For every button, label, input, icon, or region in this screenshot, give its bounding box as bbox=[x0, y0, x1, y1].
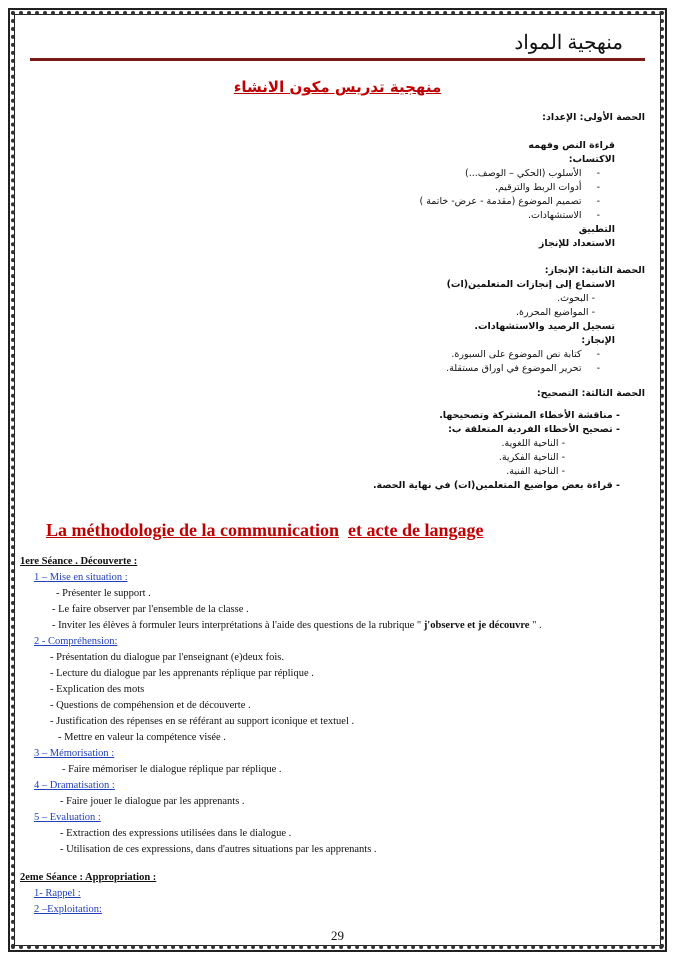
session2-achievement: الإنجاز: bbox=[581, 335, 615, 346]
session3-read: - قراءة بعض مواضيع المتعلمين(ات) في نهاية الحصة. bbox=[372, 480, 620, 491]
session1-application: التطبيق bbox=[578, 224, 615, 235]
session2-achievement-text: تحرير الموضوع في اوراق مستقلة. bbox=[446, 363, 582, 374]
s1-comp-item: - Présentation du dialogue par l'enseignant (e)deux fois. bbox=[50, 652, 284, 663]
s1-mise-item: - Le faire observer par l'ensemble de la classe . bbox=[52, 604, 249, 615]
session3-aspect: - الناحية اللغوية. bbox=[501, 438, 565, 449]
session2-achievement-item: - كتابة نص الموضوع على السبورة. bbox=[451, 349, 600, 360]
seance2-heading: 2eme Séance : Appropriation : bbox=[20, 872, 157, 883]
session1-item: - أدوات الربط والترقيم. bbox=[494, 182, 600, 193]
page-number: 29 bbox=[331, 928, 344, 943]
session3-aspect: - الناحية الفكرية. bbox=[498, 452, 565, 463]
session2-listen: الاستماع إلى إنجازات المتعلمين(ات) bbox=[446, 279, 615, 290]
session3-discuss: - مناقشة الأخطاء المشتركة وتصحيحها. bbox=[439, 410, 620, 421]
session1-item-text: الأسلوب (الحكي – الوصف...) bbox=[465, 168, 582, 179]
s1-eval-item: - Extraction des expressions utilisées dans le dialogue . bbox=[60, 828, 292, 839]
s1-dramatisation: 4 – Dramatisation : bbox=[34, 780, 115, 791]
session1-item-text: الاستشهادات. bbox=[528, 210, 582, 221]
s1-comp-item: - Explication des mots bbox=[50, 684, 145, 695]
s1-comp-item: - Justification des répenses en se référant au support iconique et textuel . bbox=[50, 716, 355, 727]
s1-memo-item: - Faire mémoriser le dialogue réplique par réplique . bbox=[62, 764, 282, 775]
session2-listen-item: - المواضيع المحررة. bbox=[515, 307, 595, 318]
s1-invite-text: - Inviter les élèves à formuler leurs interprétations à l'aide des questions de la rubrique " bbox=[52, 620, 422, 631]
s1-mise-item: - Présenter le support . bbox=[56, 588, 151, 599]
s1-invite-end: " . bbox=[532, 620, 542, 631]
session2-achievement-text: كتابة نص الموضوع على السبورة. bbox=[451, 349, 582, 360]
arabic-section-title: منهجية تدريس مكون الانشاء bbox=[233, 78, 442, 96]
s1-comp-item: - Lecture du dialogue par les apprenants réplique par réplique . bbox=[50, 668, 314, 679]
s1-mise-en-situation: 1 – Mise en situation : bbox=[34, 572, 128, 583]
header-title: منهجية المواد bbox=[514, 32, 623, 54]
session1-item-text: تصميم الموضوع (مقدمة - عرض- خاتمة ) bbox=[419, 196, 582, 207]
s1-drama-item: - Faire jouer le dialogue par les apprenants . bbox=[60, 796, 245, 807]
session1-item: - الاستشهادات. bbox=[528, 210, 600, 221]
session1-item-text: أدوات الربط والترقيم. bbox=[494, 182, 582, 193]
session1-prepare: الاستعداد للإنجاز bbox=[538, 238, 615, 249]
session1-item: - تصميم الموضوع (مقدمة - عرض- خاتمة ) bbox=[419, 196, 600, 207]
session2-achievement-item: - تحرير الموضوع في اوراق مستقلة. bbox=[446, 363, 600, 374]
s2-exploitation: 2 –Exploitation: bbox=[34, 904, 102, 915]
session3-heading: الحصة الثالثة: التصحيح: bbox=[536, 388, 645, 399]
s2-rappel: 1- Rappel : bbox=[34, 888, 81, 899]
s1-evaluation: 5 – Evaluation : bbox=[34, 812, 101, 823]
session3-correct: - تصحيح الأخطاء الفردية المتعلقة ب: bbox=[448, 424, 620, 435]
seance1-heading: 1ere Séance . Découverte : bbox=[20, 556, 138, 567]
s1-eval-item: - Utilisation de ces expressions, dans d'autres situations par les apprenants . bbox=[60, 844, 377, 855]
s1-comp-item: - Mettre en valeur la compétence visée . bbox=[58, 732, 226, 743]
header-divider bbox=[30, 58, 645, 61]
s1-invite-rubrique: j'observe et je découvre bbox=[423, 620, 530, 631]
session1-acquisition: الاكتساب: bbox=[568, 154, 615, 165]
session2-listen-item: - البحوث. bbox=[557, 293, 595, 304]
s1-invite-line bbox=[52, 620, 542, 631]
s1-comprehension: 2 - Compréhension: bbox=[34, 636, 118, 647]
french-section-title bbox=[46, 520, 483, 541]
session3-aspect: - الناحية الفنية. bbox=[506, 466, 565, 477]
french-title-part1: La méthodologie de la communication bbox=[46, 520, 339, 540]
session2-heading: الحصة الثانية: الإنجاز: bbox=[544, 265, 645, 276]
s1-memorisation: 3 – Mémorisation : bbox=[34, 748, 115, 759]
s1-comp-item: - Questions de compéhension et de découverte . bbox=[50, 700, 251, 711]
session1-reading: قراءة النص وفهمه bbox=[528, 140, 615, 151]
session1-item: - الأسلوب (الحكي – الوصف...) bbox=[465, 168, 600, 179]
session1-heading: الحصة الأولى: الإعداد: bbox=[542, 112, 645, 123]
session2-record: تسجيل الرصيد والاستشهادات. bbox=[474, 321, 615, 332]
french-title-part2: et acte de langage bbox=[348, 520, 484, 540]
